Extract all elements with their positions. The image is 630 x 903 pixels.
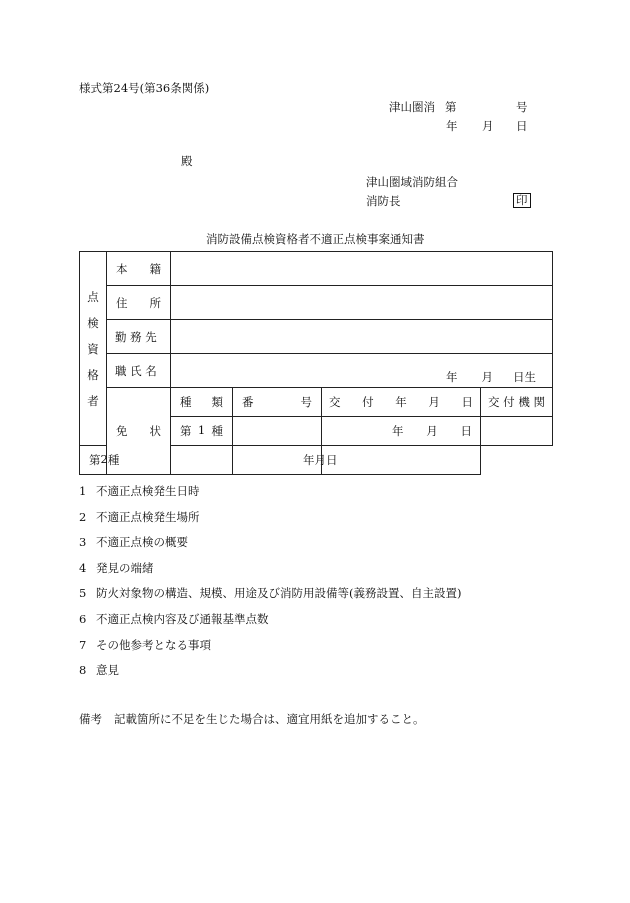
license-issuer-row-1[interactable] <box>481 417 553 446</box>
reference-prefix: 津山圏消 <box>389 100 435 114</box>
list-item: 8 意見 <box>79 663 119 678</box>
workplace-value[interactable] <box>171 320 553 354</box>
list-item: 2 不適正点検発生場所 <box>79 509 200 524</box>
address-value[interactable] <box>171 286 553 320</box>
date-year: 年 <box>446 119 458 133</box>
seal-mark: 印 <box>513 193 531 208</box>
remarks-label: 備考 <box>79 712 102 726</box>
birth-date: 年 月 日生 <box>446 370 536 384</box>
issuer-title: 消防長 <box>366 194 401 208</box>
license-number-header: 番 号 <box>233 388 322 417</box>
license-kind-header: 種 類 <box>171 388 233 417</box>
reference-go: 号 <box>516 100 528 114</box>
position-name-label: 職 氏 名 <box>107 354 171 388</box>
inspector-table <box>79 251 553 475</box>
list-item: 3 不適正点検の概要 <box>79 535 188 550</box>
remarks <box>79 712 425 726</box>
remarks-text: 記載箇所に不足を生じた場合は、適宜用紙を追加すること。 <box>114 712 425 726</box>
license-issue-date-row-2[interactable]: 年 月 日 <box>233 446 322 475</box>
addressee-honorific: 殿 <box>181 154 193 168</box>
item-list <box>79 484 461 689</box>
list-item: 7 その他参考となる事項 <box>79 637 211 652</box>
list-item: 1 不適正点検発生日時 <box>79 484 200 498</box>
license-issuer-row-2[interactable] <box>322 446 481 475</box>
license-issue-date-header: 交 付 年 月 日 <box>322 388 481 417</box>
address-label: 住 所 <box>107 286 171 320</box>
list-item: 4 発見の端緒 <box>79 560 154 575</box>
reference-dai: 第 <box>445 100 457 114</box>
honseki-label: 本 籍 <box>107 252 171 286</box>
list-item: 6 不適正点検内容及び通報基準点数 <box>79 611 269 626</box>
honseki-value[interactable] <box>171 252 553 286</box>
license-issuer-header: 交 付 機 関 <box>481 388 553 417</box>
license-number-row-1[interactable] <box>233 417 322 446</box>
inspector-group-label: 点 検 資 格 者 <box>80 252 107 446</box>
document-title: 消防設備点検資格者不適正点検事案通知書 <box>206 232 425 246</box>
list-item: 5 防火対象物の構造、規模、用途及び消防用設備等(義務設置、自主設置) <box>79 586 462 601</box>
workplace-label: 勤 務 先 <box>107 320 171 354</box>
license-kind-row-2: 第 2 種 <box>80 446 107 475</box>
issuer-organization: 津山圏域消防組合 <box>366 175 458 189</box>
license-kind-row-1: 第 1 種 <box>171 417 233 446</box>
date-day: 日 <box>516 119 528 133</box>
form-number: 様式第24号(第36条関係) <box>79 81 210 95</box>
license-issue-date-row-1[interactable]: 年 月 日 <box>322 417 481 446</box>
license-number-row-2[interactable] <box>171 446 233 475</box>
position-name-value[interactable] <box>171 354 553 388</box>
date-month: 月 <box>482 119 494 133</box>
license-label: 免 状 <box>107 388 171 475</box>
